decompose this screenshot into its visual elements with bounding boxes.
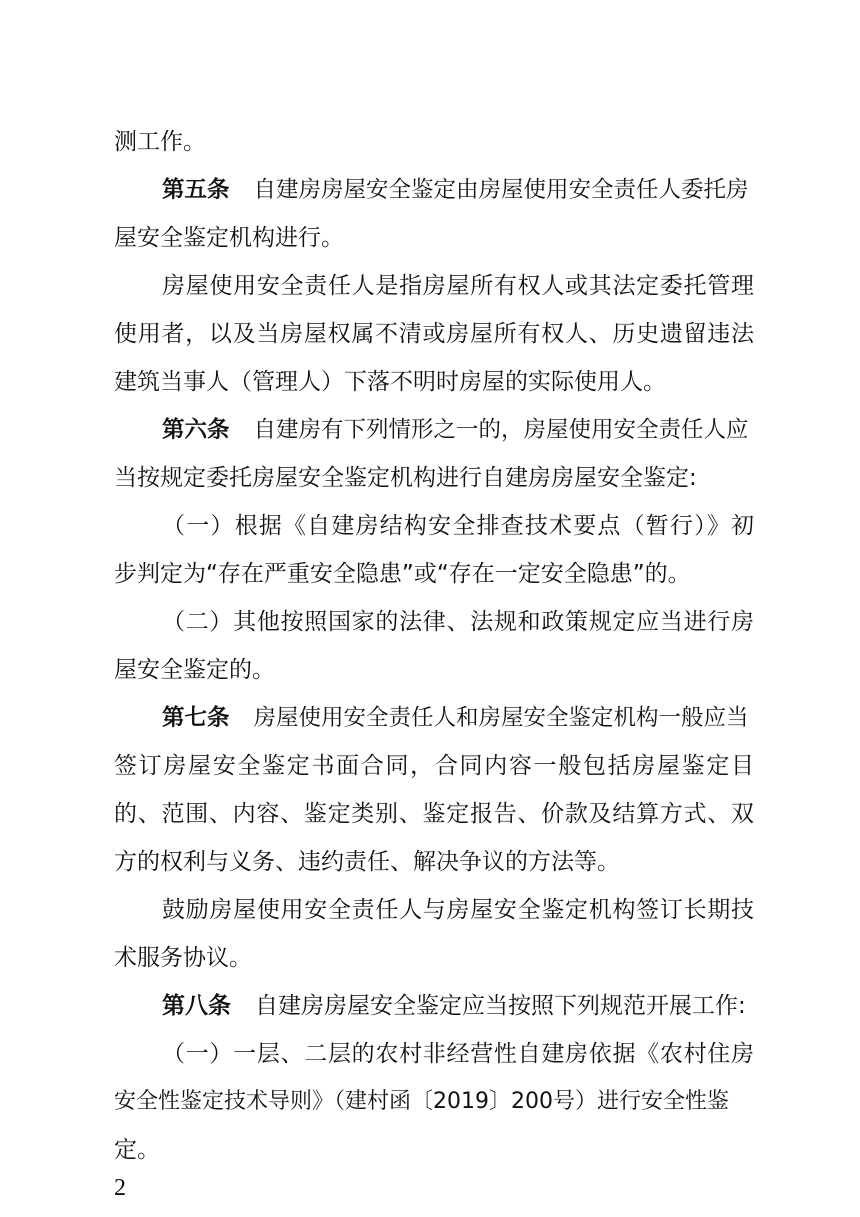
article-five-heading-line (162, 170, 754, 210)
line-text: 步判定为“存在严重安全隐患”或“存在一定安全隐患”的。 (114, 561, 691, 587)
line-text: 房屋使用安全责任人是指房屋所有权人或其法定委托管理 (162, 273, 754, 299)
text-line (114, 1082, 754, 1122)
text-line (114, 938, 754, 978)
text-line (162, 1034, 754, 1074)
text-line (114, 458, 754, 498)
article-number: 第五条 (162, 177, 230, 203)
line-text: 测工作。 (114, 129, 206, 155)
text-line (114, 554, 754, 594)
text-line (114, 1130, 754, 1170)
article-number: 第六条 (162, 417, 230, 443)
text-line (114, 746, 754, 786)
line-text: 鼓励房屋使用安全责任人与房屋安全鉴定机构签订长期技 (162, 897, 754, 923)
article-eight-heading-line (162, 986, 754, 1026)
line-text: 自建房房屋安全鉴定由房屋使用安全责任人委托房 (253, 177, 749, 203)
line-text: 使用者，以及当房屋权属不清或房屋所有权人、历史遗留违法 (114, 321, 754, 347)
text-line (162, 266, 754, 306)
line-text: 房屋使用安全责任人和房屋安全鉴定机构一般应当 (253, 705, 749, 731)
page-number: 2 (114, 1175, 126, 1201)
article-six-heading-line (162, 410, 754, 450)
line-text: 当按规定委托房屋安全鉴定机构进行自建房房屋安全鉴定: (114, 465, 697, 491)
line-text: 建筑当事人（管理人）下落不明时房屋的实际使用人。 (114, 369, 666, 395)
article-seven-heading-line (162, 698, 754, 738)
text-line (114, 314, 754, 354)
article-number: 第七条 (162, 705, 230, 731)
article-number: 第八条 (162, 993, 231, 1019)
text-line (114, 362, 754, 402)
line-text: 定。 (114, 1137, 160, 1163)
line-text: （二）其他按照国家的法律、法规和政策规定应当进行房 (162, 609, 754, 635)
text-line (114, 842, 754, 882)
line-text: 屋安全鉴定的。 (114, 657, 275, 683)
line-text: 安全性鉴定技术导则》（建村函〔2019〕200号）进行安全性鉴 (114, 1089, 729, 1114)
text-line (114, 794, 754, 834)
line-text: 方的权利与义务、违约责任、解决争议的方法等。 (114, 849, 620, 875)
text-line (162, 890, 754, 930)
line-text: 自建房房屋安全鉴定应当按照下列规范开展工作: (255, 993, 746, 1019)
text-line (162, 506, 754, 546)
line-text: 术服务协议。 (114, 945, 252, 971)
line-text: 自建房有下列情形之一的，房屋使用安全责任人应 (253, 417, 749, 443)
line-text: 屋安全鉴定机构进行。 (114, 225, 344, 251)
line-text: （一）根据《自建房结构安全排查技术要点（暂行）》初 (162, 513, 754, 539)
line-text: （一）一层、二层的农村非经营性自建房依据《农村住房 (162, 1041, 754, 1067)
line-text: 的、范围、内容、鉴定类别、鉴定报告、价款及结算方式、双 (114, 801, 754, 827)
text-line (114, 650, 754, 690)
text-line (162, 602, 754, 642)
text-line (114, 218, 754, 258)
text-line (114, 122, 754, 162)
line-text: 签订房屋安全鉴定书面合同，合同内容一般包括房屋鉴定目 (114, 753, 754, 779)
